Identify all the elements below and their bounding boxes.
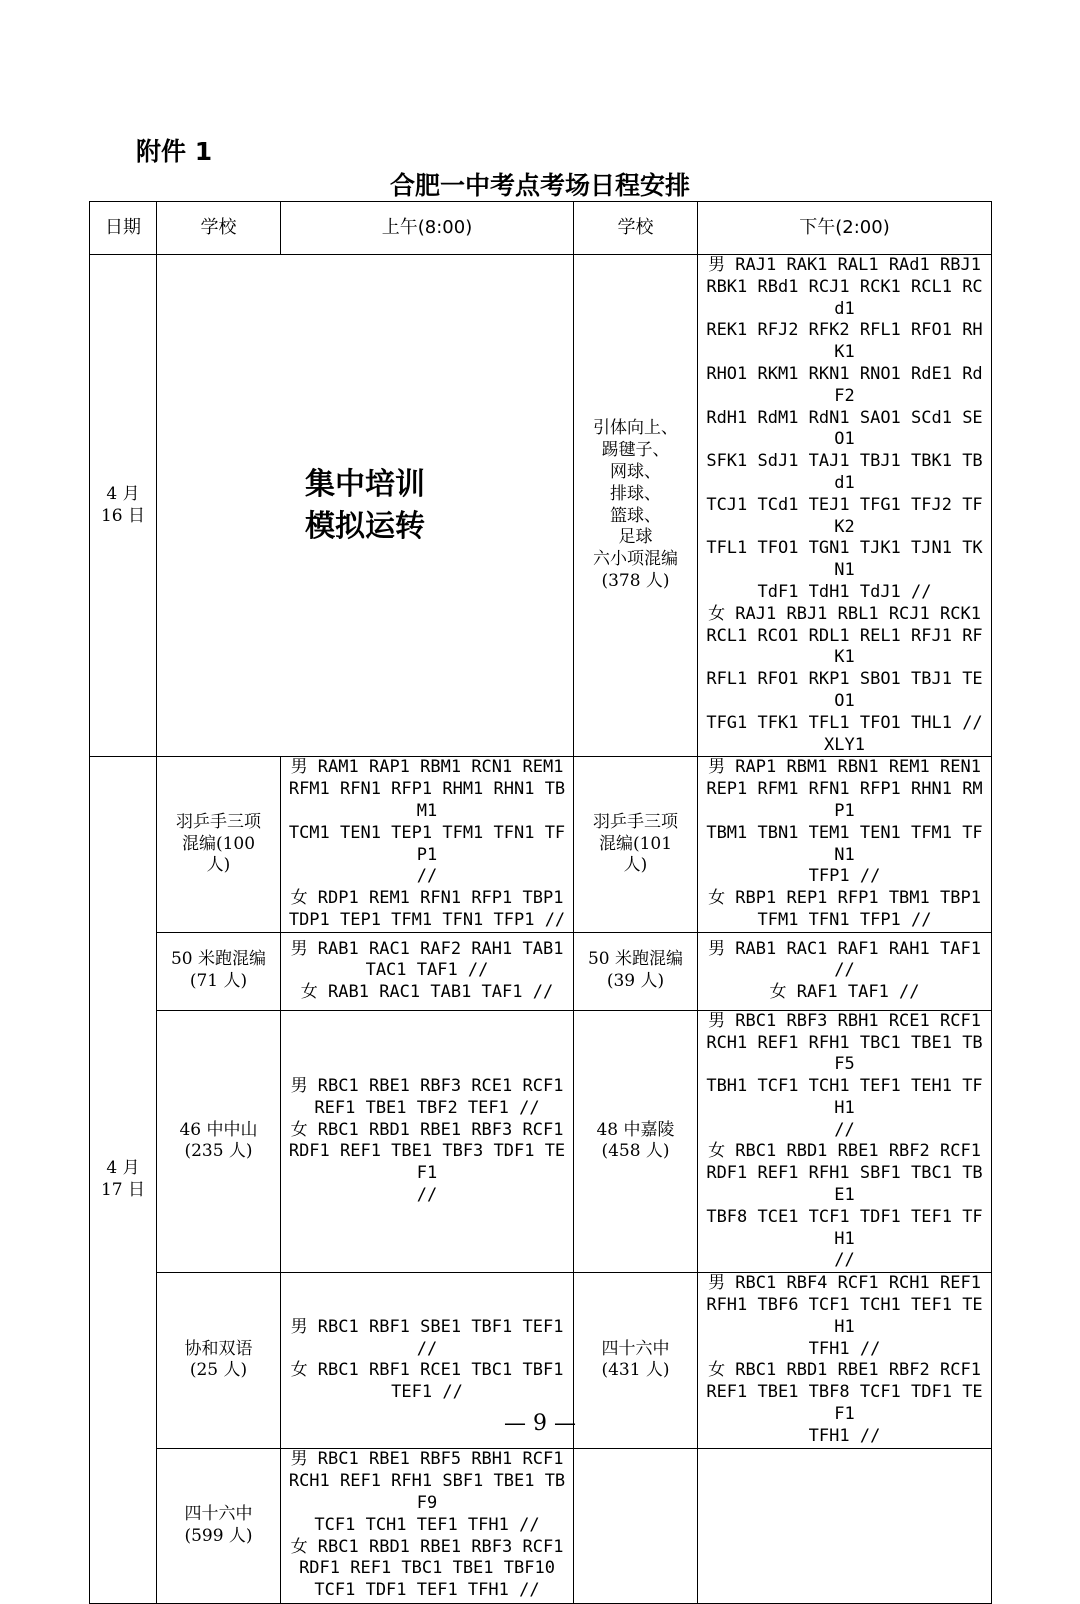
cell-line: REF1 TBE1 TBF8 TCF1 TDF1 TEF1 — [706, 1382, 983, 1425]
cell-line: 女 RBC1 RBD1 RBE1 RBF3 RCF1 — [290, 1119, 564, 1140]
cell-line: (71 人) — [189, 971, 248, 992]
cell-line: TFH1 // — [808, 1338, 881, 1359]
cell-line: 50 米跑混编 — [170, 949, 267, 970]
cell-line: RBK1 RBd1 RCJ1 RCK1 RCL1 RCd1 — [706, 276, 983, 319]
cell-line: TAC1 TAF1 // — [365, 960, 489, 981]
day1-morning-line2: 模拟运转 — [305, 508, 425, 544]
day1-morning-line1: 集中培训 — [305, 466, 425, 502]
cell-line: RDF1 REF1 RFH1 SBF1 TBC1 TBE1 — [706, 1163, 983, 1206]
cell-line: 羽乒手三项 — [176, 811, 261, 832]
cell-line: REK1 RFJ2 RFK2 RFL1 RFO1 RHK1 — [706, 320, 983, 363]
cell-line: (599 人) — [184, 1525, 253, 1546]
cell-line: // — [416, 1338, 438, 1359]
page-number: — 9 — — [504, 1411, 576, 1436]
cell-line: 46 中中山 — [179, 1119, 258, 1140]
header-school-am: 学校 — [157, 202, 281, 255]
cell-line: TFG1 TFK1 TFL1 TFO1 THL1 // — [706, 712, 983, 733]
cell-line: // — [834, 960, 855, 981]
cell-line: (378 人) — [601, 571, 670, 592]
cell-line: 男 RBC1 RBF3 RBH1 RCE1 RCF1 — [708, 1010, 981, 1031]
cell-line: RFM1 RFN1 RFP1 RHM1 RHN1 TBM1 — [288, 779, 566, 821]
day1-date-day: 16 日 — [100, 505, 146, 526]
cell-line: 女 RBC1 RBF1 RCE1 TBC1 TBF1 — [290, 1360, 564, 1381]
cell-line: 男 RAJ1 RAK1 RAL1 RAd1 RBJ1 — [708, 255, 981, 275]
cell-line: TCF1 TDF1 TEF1 TFH1 // — [314, 1580, 540, 1601]
day2-pm-school-cell — [574, 1448, 698, 1603]
cell-line: RFL1 RFO1 RKP1 SBO1 TBJ1 TEO1 — [706, 669, 983, 711]
cell-line: 女 RBC1 RBD1 RBE1 RBF2 RCF1 — [708, 1141, 981, 1162]
day1-date-month: 4 月 — [106, 483, 140, 504]
cell-line: TCF1 TCH1 TEF1 TFH1 // — [314, 1514, 540, 1535]
cell-line: XLY1 — [824, 734, 865, 755]
day2-pm-school-cell — [574, 1010, 698, 1273]
day1-morning-cell — [157, 255, 574, 757]
cell-line: 男 RAP1 RBM1 RBN1 REM1 REN1 — [708, 757, 981, 778]
header-morning: 上午(8:00) — [281, 202, 574, 255]
day2-date-cell — [90, 757, 157, 1603]
cell-line: 踢毽子、 — [601, 440, 670, 461]
cell-line: 人) — [623, 855, 648, 876]
cell-line: TBF8 TCE1 TCF1 TDF1 TEF1 TFH1 — [706, 1206, 983, 1249]
cell-line: 男 RAM1 RAP1 RBM1 RCN1 REM1 — [290, 757, 564, 778]
cell-line: 女 RBC1 RBD1 RBE1 RBF2 RCF1 — [708, 1360, 981, 1381]
cell-line: 女 RBC1 RBD1 RBE1 RBF3 RCF1 — [290, 1536, 564, 1557]
cell-line: 女 RAF1 TAF1 // — [769, 982, 920, 1003]
cell-line: RCL1 RCO1 RDL1 REL1 RFJ1 RFK1 — [706, 625, 983, 668]
header-afternoon: 下午(2:00) — [698, 202, 992, 255]
document-title: 合肥一中考点考场日程安排 — [389, 171, 690, 200]
day2-date-day: 17 日 — [100, 1179, 146, 1200]
cell-line: 足球 — [618, 527, 653, 548]
cell-line: 协和双语 — [184, 1338, 253, 1359]
cell-line: // — [416, 1185, 438, 1206]
cell-line: (235 人) — [184, 1141, 253, 1162]
cell-line: RHO1 RKM1 RKN1 RNO1 RdE1 RdF2 — [706, 363, 983, 406]
day2-pm-school-cell — [574, 757, 698, 932]
cell-line: TFH1 // — [808, 1425, 881, 1446]
cell-line: TDP1 TEP1 TFM1 TFN1 TFP1 // — [288, 909, 566, 930]
cell-line: 男 RBC1 RBE1 RBF5 RBH1 RCF1 — [290, 1449, 564, 1470]
cell-line: TCJ1 TCd1 TEJ1 TFG1 TFJ2 TFK2 — [706, 494, 983, 537]
cell-line: 羽乒手三项 — [593, 811, 678, 832]
cell-line: 男 RBC1 RBF4 RCF1 RCH1 REF1 — [708, 1273, 981, 1294]
day2-am-school-cell — [157, 1010, 281, 1273]
header-row — [90, 202, 992, 255]
day2-row-5 — [90, 1448, 992, 1603]
day2-afternoon-cell — [698, 1448, 992, 1603]
cell-line: TEF1 // — [391, 1382, 463, 1403]
cell-line: RCH1 REF1 RFH1 SBF1 TBE1 TBF9 — [288, 1471, 566, 1513]
day1-row — [90, 255, 992, 757]
cell-line: TBH1 TCF1 TCH1 TEF1 TEH1 TFH1 — [706, 1076, 983, 1118]
day2-row-3 — [90, 1010, 992, 1273]
cell-line: (25 人) — [189, 1360, 248, 1381]
cell-line: TdF1 TdH1 TdJ1 // — [757, 581, 932, 602]
cell-line: TCM1 TEN1 TEP1 TFM1 TFN1 TFP1 — [288, 822, 566, 865]
day2-afternoon-cell — [698, 1010, 992, 1273]
cell-line: 女 RAJ1 RBJ1 RBL1 RCJ1 RCK1 — [708, 603, 981, 624]
cell-line: 48 中嘉陵 — [596, 1119, 675, 1140]
cell-line: 男 RBC1 RBE1 RBF3 RCE1 RCF1 — [290, 1076, 564, 1097]
cell-line: 混编(101 — [598, 833, 673, 854]
header-school-pm: 学校 — [574, 202, 698, 255]
cell-line: TFL1 TFO1 TGN1 TJK1 TJN1 TKN1 — [706, 538, 983, 581]
attachment-label: 附件 1 — [136, 137, 213, 166]
cell-line: (458 人) — [601, 1141, 670, 1162]
cell-line: RFH1 TBF6 TCF1 TCH1 TEF1 TEH1 — [706, 1295, 983, 1337]
day2-morning-cell — [281, 1010, 574, 1273]
cell-line: 女 RDP1 REM1 RFN1 RFP1 TBP1 — [290, 888, 564, 909]
cell-line: RDF1 REF1 TBC1 TBE1 TBF10 — [299, 1558, 555, 1579]
cell-line: REF1 TBE1 TBF2 TEF1 // — [314, 1097, 540, 1118]
cell-line: RDF1 REF1 TBE1 TBF3 TDF1 TEF1 — [288, 1141, 566, 1184]
cell-line: 排球、 — [610, 483, 661, 504]
cell-line: TBM1 TBN1 TEM1 TEN1 TFM1 TFN1 — [706, 822, 983, 865]
day2-morning-cell — [281, 1448, 574, 1603]
cell-line: RdH1 RdM1 RdN1 SAO1 SCd1 SEO1 — [706, 407, 983, 450]
cell-line: 男 RBC1 RBF1 SBE1 TBF1 TEF1 — [290, 1316, 564, 1337]
cell-line: RCH1 REF1 RFH1 TBC1 TBE1 TBF5 — [706, 1032, 983, 1075]
cell-line: (431 人) — [601, 1360, 670, 1381]
cell-line: 50 米跑混编 — [587, 949, 684, 970]
cell-line: 网球、 — [610, 462, 661, 483]
day2-row-2 — [90, 932, 992, 1010]
cell-line: 四十六中 — [601, 1338, 670, 1359]
day2-morning-cell — [281, 932, 574, 1010]
cell-line: 男 RAB1 RAC1 RAF2 RAH1 TAB1 — [290, 938, 564, 959]
cell-line: TFM1 TFN1 TFP1 // — [757, 909, 932, 930]
cell-line: (39 人) — [606, 971, 665, 992]
cell-line: // — [416, 866, 438, 887]
header-date: 日期 — [90, 202, 157, 255]
day2-morning-cell — [281, 757, 574, 932]
cell-line: 六小项混编 — [593, 549, 678, 570]
day2-date-month: 4 月 — [106, 1158, 140, 1179]
day2-pm-school-cell — [574, 932, 698, 1010]
cell-line: 引体向上、 — [593, 418, 678, 439]
cell-line: REP1 RFM1 RFN1 RFP1 RHN1 RMP1 — [706, 779, 983, 821]
cell-line: 男 RAB1 RAC1 RAF1 RAH1 TAF1 — [708, 938, 981, 959]
cell-line: SFK1 SdJ1 TAJ1 TBJ1 TBK1 TBd1 — [706, 451, 983, 493]
day2-afternoon-cell — [698, 932, 992, 1010]
day1-date-cell — [90, 255, 157, 757]
day1-afternoon-cell — [698, 255, 992, 757]
cell-line: 女 RAB1 RAC1 TAB1 TAF1 // — [300, 982, 554, 1003]
cell-line: 人) — [206, 855, 231, 876]
cell-line: 篮球、 — [610, 505, 661, 526]
cell-line: TFP1 // — [808, 866, 881, 887]
cell-line: 女 RBP1 REP1 RFP1 TBM1 TBP1 — [708, 888, 981, 909]
day2-row-1 — [90, 757, 992, 932]
cell-line: 混编(100 — [181, 833, 256, 854]
day2-am-school-cell — [157, 932, 281, 1010]
cell-line: // — [834, 1250, 855, 1271]
schedule-table — [89, 201, 992, 1604]
day1-pm-school-cell — [574, 255, 698, 757]
cell-line: // — [834, 1119, 855, 1140]
day2-afternoon-cell — [698, 757, 992, 932]
day2-am-school-cell — [157, 757, 281, 932]
cell-line: 四十六中 — [184, 1503, 253, 1524]
day2-am-school-cell — [157, 1448, 281, 1603]
